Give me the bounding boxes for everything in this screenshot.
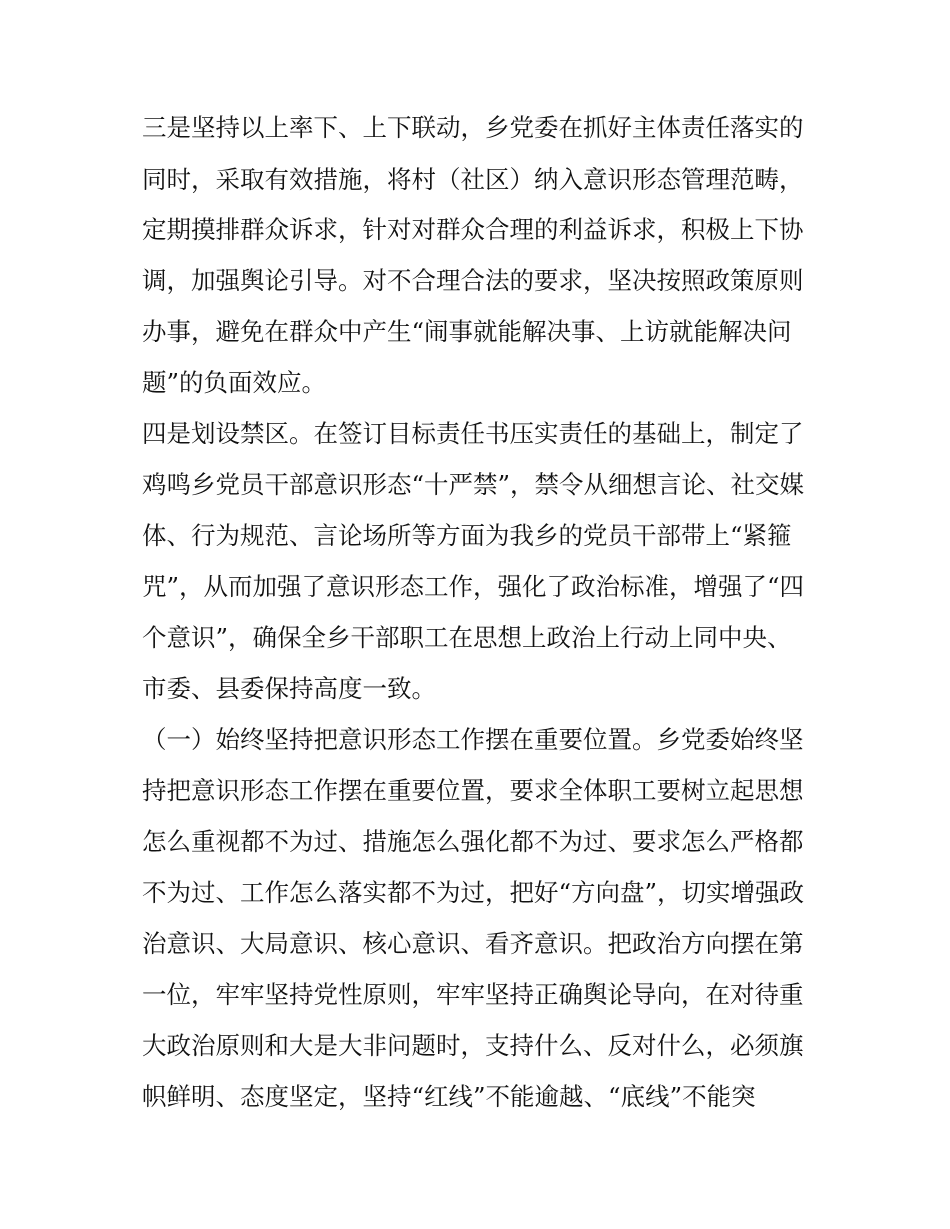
text-line: 咒”，从而加强了意识形态工作，强化了政治标准，增强了“四 [142, 572, 805, 601]
text-line: （一）始终坚持把意识形态工作摆在重要位置。乡党委始终坚 [142, 725, 804, 754]
text-line: 办事，避免在群众中产生“闹事就能解决事、上访就能解决问 [142, 317, 792, 346]
text-line: 市委、县委保持高度一致。 [142, 674, 436, 703]
text-line: 体、行为规范、言论场所等方面为我乡的党员干部带上“紧箍 [142, 521, 792, 550]
text-line: 怎么重视都不为过、措施怎么强化都不为过、要求怎么严格都 [142, 827, 804, 856]
text-line: 调，加强舆论引导。对不合理合法的要求，坚决按照政策原则 [142, 266, 804, 295]
text-line: 治意识、大局意识、核心意识、看齐意识。把政治方向摆在第 [142, 929, 804, 958]
text-line: 题”的负面效应。 [142, 368, 327, 397]
text-line: 帜鲜明、态度坚定，坚持“红线”不能逾越、“底线”不能突 [142, 1082, 756, 1111]
text-line: 鸡鸣乡党员干部意识形态“十严禁”，禁令从细想言论、社交媒 [142, 470, 805, 499]
text-line: 不为过、工作怎么落实都不为过，把好“方向盘”，切实增强政 [142, 878, 805, 907]
text-line: 定期摸排群众诉求，针对对群众合理的利益诉求，积极上下协 [142, 215, 804, 244]
text-line: 三是坚持以上率下、上下联动，乡党委在抓好主体责任落实的 [142, 113, 804, 142]
text-line: 持把意识形态工作摆在重要位置，要求全体职工要树立起思想 [142, 776, 804, 805]
text-line: 四是划设禁区。在签订目标责任书压实责任的基础上，制定了 [142, 419, 804, 448]
text-line: 同时，采取有效措施，将村（社区）纳入意识形态管理范畴， [142, 165, 804, 194]
text-line: 个意识”，确保全乡干部职工在思想上政治上行动上同中央、 [142, 623, 792, 652]
text-line: 一位，牢牢坚持党性原则，牢牢坚持正确舆论导向，在对待重 [142, 980, 804, 1009]
text-line: 大政治原则和大是大非问题时，支持什么、反对什么，必须旗 [142, 1031, 804, 1060]
